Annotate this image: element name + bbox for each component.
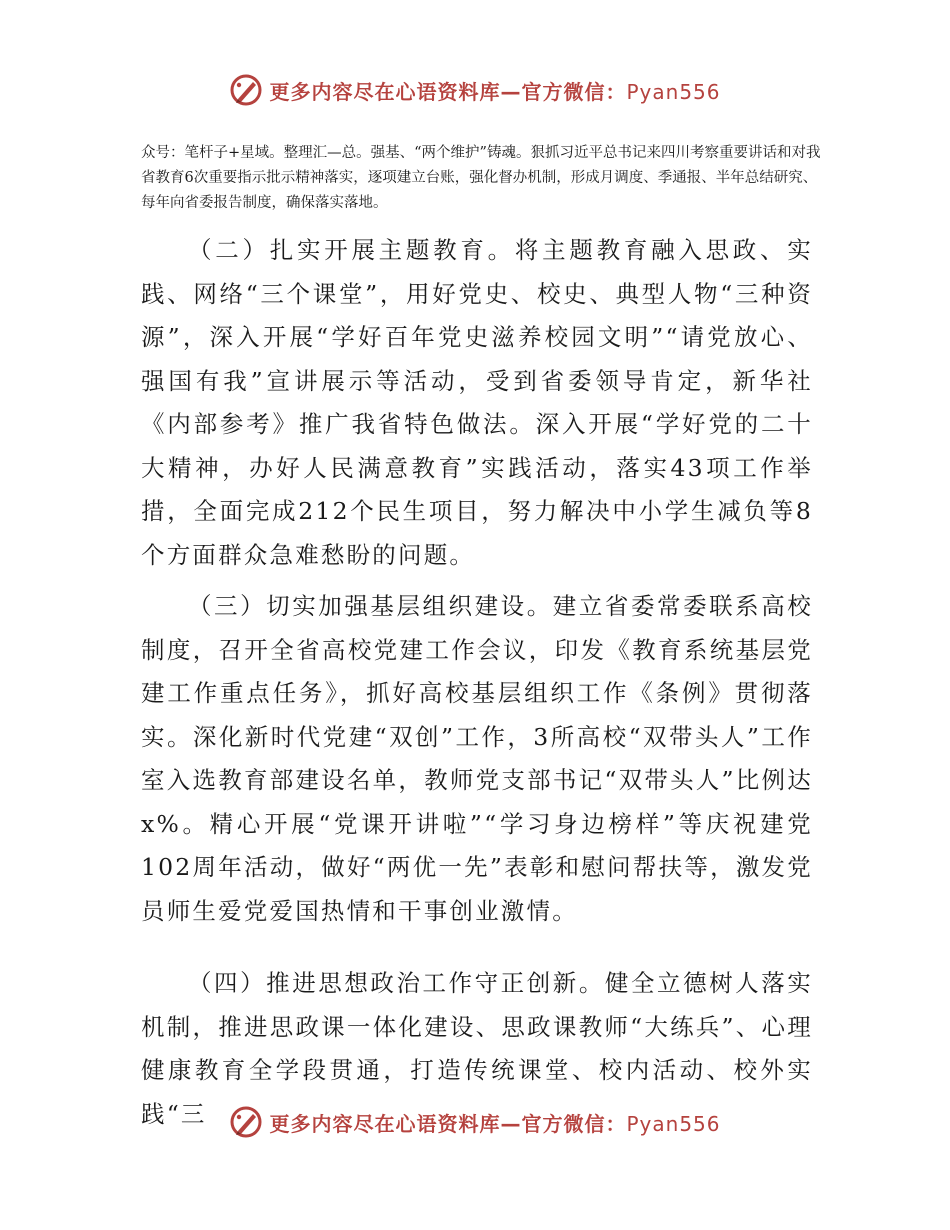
pen-logo-icon — [229, 73, 263, 107]
header-banner — [0, 70, 950, 110]
banner-text: 更多内容尽在心语资料库—官方微信：Pyan556 — [269, 79, 721, 104]
footer-banner — [0, 1102, 950, 1142]
banner-text: 更多内容尽在心语资料库—官方微信：Pyan556 — [269, 1111, 721, 1136]
section-three — [141, 585, 813, 933]
wechat-id: Pyan556 — [626, 79, 721, 104]
wechat-id: Pyan556 — [626, 1111, 721, 1136]
paragraph-text: （四）推进思想政治工作守正创新。健全立德树人落实机制，推进思政课一体化建设、思政课教师“大练兵”、心理健康教育全学段贯通，打造传统课堂、校内活动、校外实践“三 — [141, 969, 813, 1128]
paragraph-text: （三）切实加强基层组织建设。建立省委常委联系高校制度，召开全省高校党建工作会议，印发《教育系统基层党建工作重点任务》，抓好高校基层组织工作《条例》贯彻落实。深化新时代党建“双创”工作，3所高校“双带头人”工作室入选教育部建设名单，教师党支部书记“双带头人”比例达x%。精心开展“党课开讲啦”“学习身边榜样”等庆祝建党102周年活动，做好“两优一先”表彰和慰问帮扶等，激发党员师生爱党爱国热情和干事创业激情。 — [141, 592, 813, 925]
intro-paragraph: 众号：笔杆子+星域。整理汇—总。强基、“两个维护”铸魂。狠抓习近平总书记来四川考察重要讲话和对我省教育6次重要指示批示精神落实，逐项建立台账，强化督办机制，形成月调度、季通报、半年总结研究、每年向省委报告制度，确保落实落地。 — [141, 145, 821, 211]
intro-text — [141, 141, 821, 216]
section-two — [141, 229, 813, 577]
paragraph-text: （二）扎实开展主题教育。将主题教育融入思政、实践、网络“三个课堂”，用好党史、校史、典型人物“三种资源”，深入开展“学好百年党史滋养校园文明”“请党放心、强国有我”宣讲展示等活动，受到省委领导肯定，新华社《内部参考》推广我省特色做法。深入开展“学好党的二十大精神，办好人民满意教育”实践活动，落实43项工作举措，全面完成212个民生项目，努力解决中小学生减负等8个方面群众急难愁盼的问题。 — [141, 236, 813, 569]
pen-logo-icon — [229, 1105, 263, 1139]
